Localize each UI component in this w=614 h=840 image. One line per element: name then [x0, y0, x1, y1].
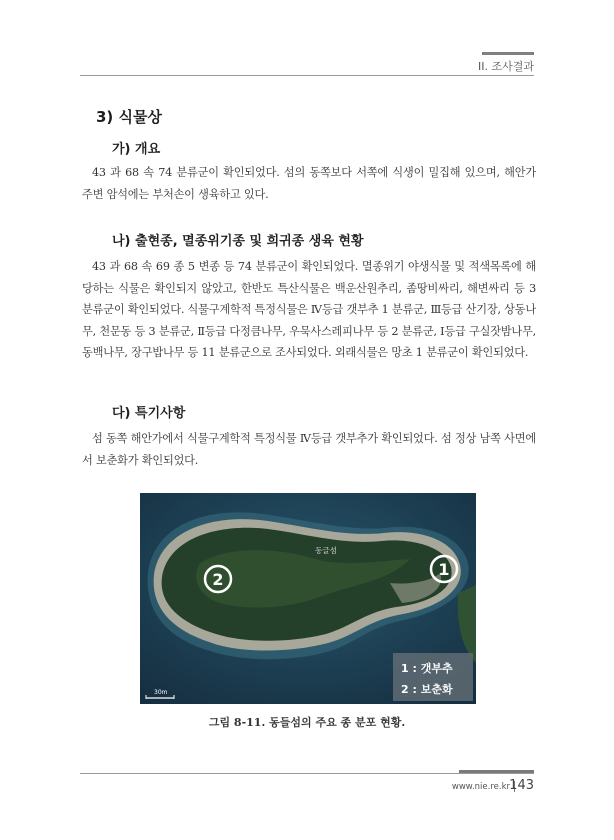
- running-header: II. 조사결과: [478, 60, 534, 73]
- figure-caption: 그림 8-11. 동들섬의 주요 종 분포 현황.: [208, 716, 406, 729]
- paragraph-species: 43 과 68 속 69 종 5 변종 등 74 분류군이 확인되었다. 멸종위기 야생식물 및 적색목록에 해당하는 식물은 확인되지 않았고, 한반도 특산식물은 백운산원추리, 좀땅비싸리, 해변싸리 등 3 분류군이 확인되었다. 식물구계학적 특정식물은 Ⅳ등급 갯부추 1 분류군, Ⅲ등급 산기장, 상동나무, 천문동 등 3 분류군, Ⅱ등급 다정큼나무, 우묵사스레피나무 등 2 분류군, Ⅰ등급 구실잣밤나무, 동백나무, 장구밥나무 등 11 분류군으로 조사되었다. 외래식물은 망초 1 분류군이 확인되었다.: [82, 260, 536, 359]
- marker-1-label: 1: [438, 560, 450, 579]
- island-aerial-map: [140, 493, 476, 704]
- page-number: 143: [509, 778, 534, 793]
- legend-item-2: 2 : 보춘화: [401, 683, 453, 696]
- subsection-title-species: 나) 출현종, 멸종위기종 및 희귀종 생육 현황: [112, 234, 364, 249]
- marker-2-label: 2: [212, 570, 224, 589]
- subsection-title-overview: 가) 개요: [112, 142, 161, 157]
- footer-rule: [80, 773, 534, 774]
- legend-item-1: 1 : 갯부추: [401, 662, 453, 675]
- subsection-title-notes: 다) 특기사항: [112, 406, 186, 421]
- footer-website: www.nie.re.kr: [451, 782, 510, 792]
- paragraph-overview: 43 과 68 속 74 분류군이 확인되었다. 섬의 동쪽보다 서쪽에 식생이 밀집해 있으며, 해안가 주변 암석에는 부처손이 생육하고 있다.: [82, 166, 536, 201]
- header-rule: [80, 75, 534, 76]
- place-label: 동글섬: [315, 546, 337, 555]
- scale-label: 30m: [154, 689, 168, 696]
- header-accent-bar: [482, 52, 534, 55]
- section-title: 3) 식물상: [96, 108, 162, 126]
- paragraph-notes: 섬 동쪽 해안가에서 식물구계학적 특정식물 Ⅳ등급 갯부추가 확인되었다. 섬 정상 남쪽 사면에서 보춘화가 확인되었다.: [82, 432, 536, 467]
